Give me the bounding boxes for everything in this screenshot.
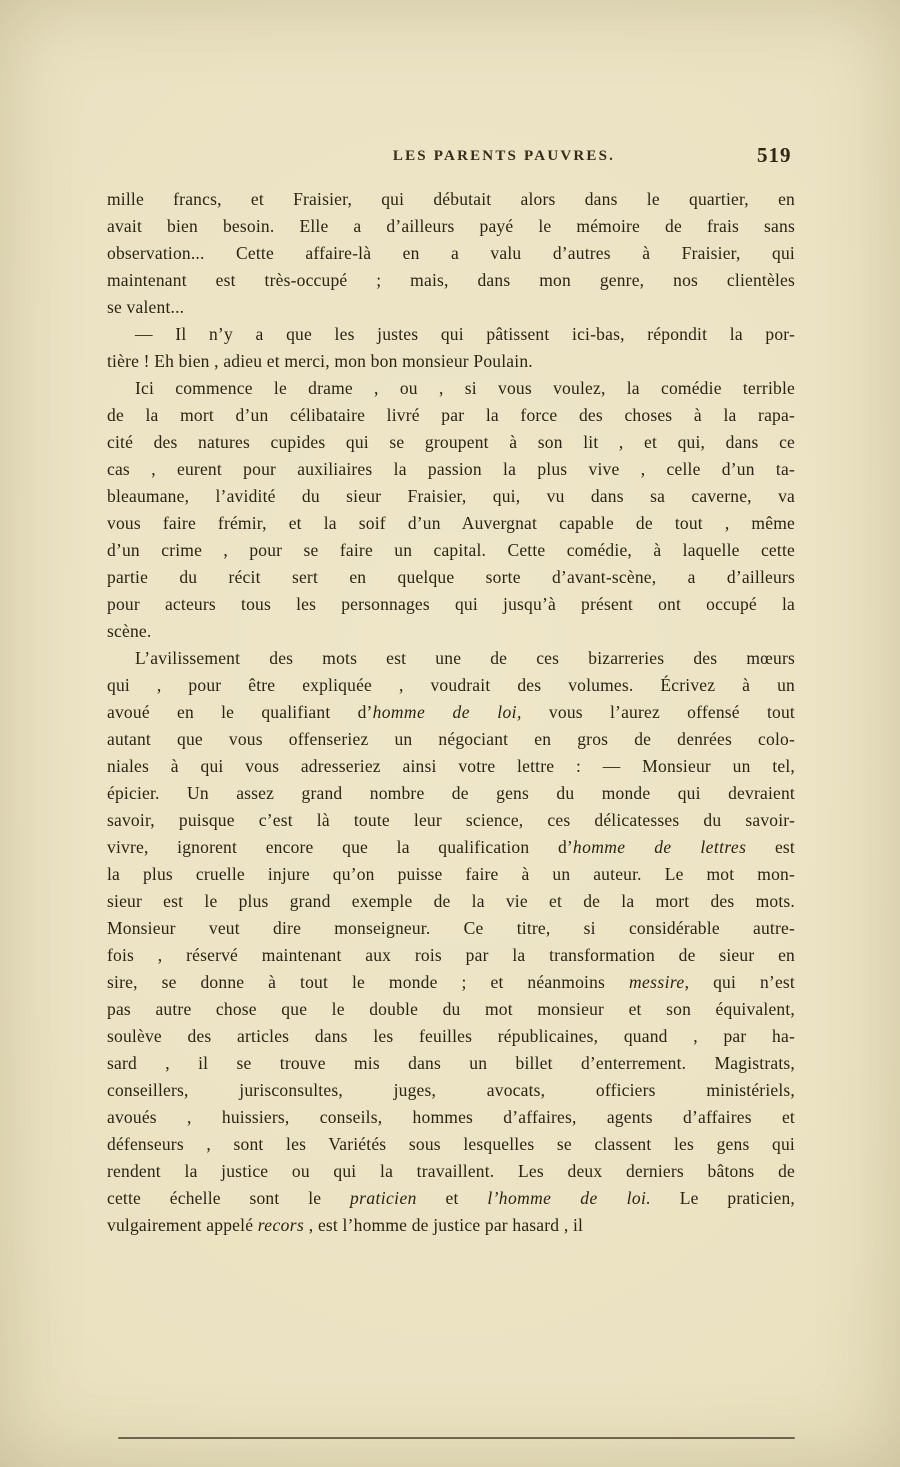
italic-term: homme de loi,: [372, 702, 522, 722]
text-line: niales à qui vous adresseriez ainsi votre lettre : — Monsieur un tel,: [107, 756, 795, 776]
text-line: la plus cruelle injure qu’on puisse faire à un auteur. Le mot mon-: [107, 864, 795, 884]
text-line: sieur est le plus grand exemple de la vie et de la mort des mots.: [107, 891, 795, 911]
text-line: Monsieur veut dire monseigneur. Ce titre, si considérable autre-: [107, 918, 795, 938]
scan-artifact-line: [118, 1437, 795, 1439]
text-line: cas , eurent pour auxiliaires la passion la plus vive , celle d’un ta-: [107, 459, 795, 479]
text-line: L’avilissement des mots est une de ces bizarreries des mœurs: [135, 648, 795, 668]
text-line: soulève des articles dans les feuilles républicaines, quand , par ha-: [107, 1026, 795, 1046]
paragraph: [107, 375, 795, 645]
paragraph: [107, 645, 795, 1239]
text-line: scène.: [107, 621, 152, 641]
text-line: cette échelle sont le praticien et l’homme de loi. Le praticien,: [107, 1188, 795, 1208]
text-line: maintenant est très-occupé ; mais, dans mon genre, nos clientèles: [107, 270, 795, 290]
text-line: bleaumane, l’avidité du sieur Fraisier, qui, vu dans sa caverne, va: [107, 486, 795, 506]
text-line: — Il n’y a que les justes qui pâtissent ici-bas, répondit la por-: [135, 324, 795, 344]
text-line: rendent la justice ou qui la travaillent. Les deux derniers bâtons de: [107, 1161, 795, 1181]
body-text: [107, 186, 795, 1239]
italic-term: l’homme de loi.: [487, 1188, 652, 1208]
paragraph: [107, 321, 795, 375]
text-line: pour acteurs tous les personnages qui jusqu’à présent ont occupé la: [107, 594, 795, 614]
text-line: autant que vous offenseriez un négociant en gros de denrées colo-: [107, 729, 795, 749]
paragraph: [107, 186, 795, 321]
text-line: défenseurs , sont les Variétés sous lesquelles se classent les gens qui: [107, 1134, 795, 1154]
italic-term: messire: [628, 972, 685, 992]
text-line: sire, se donne à tout le monde ; et néanmoins messire, qui n’est: [107, 972, 795, 992]
text-line: avoué en le qualifiant d’homme de loi, vous l’aurez offensé tout: [107, 702, 795, 722]
text-line: vivre, ignorent encore que la qualification d’homme de lettres est: [107, 837, 795, 857]
text-line: vulgairement appelé recors , est l’homme de justice par hasard , il: [107, 1215, 584, 1235]
running-title: LES PARENTS PAUVRES.: [392, 148, 616, 164]
italic-term: homme de lettres: [572, 837, 747, 857]
italic-term: recors: [257, 1215, 305, 1235]
text-line: observation... Cette affaire-là en a valu d’autres à Fraisier, qui: [107, 243, 795, 263]
text-line: cité des natures cupides qui se groupent à son lit , et qui, dans ce: [107, 432, 795, 452]
text-line: partie du récit sert en quelque sorte d’avant-scène, a d’ailleurs: [107, 567, 795, 587]
text-line: épicier. Un assez grand nombre de gens du monde qui devraient: [107, 783, 795, 803]
text-line: se valent...: [107, 297, 185, 317]
italic-term: praticien: [349, 1188, 417, 1208]
text-line: Ici commence le drame , ou , si vous voulez, la comédie terrible: [135, 378, 795, 398]
text-line: avait bien besoin. Elle a d’ailleurs payé le mémoire de frais sans: [107, 216, 795, 236]
text-line: d’un crime , pour se faire un capital. Cette comédie, à laquelle cette: [107, 540, 795, 560]
page-number: 519: [757, 143, 792, 167]
text-line: conseillers, jurisconsultes, juges, avocats, officiers ministériels,: [107, 1080, 795, 1100]
text-line: savoir, puisque c’est là toute leur science, ces délicatesses du savoir-: [107, 810, 795, 830]
text-line: vous faire frémir, et la soif d’un Auvergnat capable de tout , même: [107, 513, 795, 533]
text-line: tière ! Eh bien , adieu et merci, mon bon monsieur Poulain.: [107, 351, 533, 371]
text-line: sard , il se trouve mis dans un billet d’enterrement. Magistrats,: [107, 1053, 795, 1073]
text-line: de la mort d’un célibataire livré par la force des choses à la rapa-: [107, 405, 795, 425]
text-line: mille francs, et Fraisier, qui débutait alors dans le quartier, en: [107, 189, 795, 209]
text-line: pas autre chose que le double du mot monsieur et son équivalent,: [107, 999, 795, 1019]
text-line: qui , pour être expliquée , voudrait des volumes. Écrivez à un: [107, 675, 795, 695]
page-header: [107, 143, 795, 172]
text-line: avoués , huissiers, conseils, hommes d’affaires, agents d’affaires et: [107, 1107, 795, 1127]
text-line: fois , réservé maintenant aux rois par la transformation de sieur en: [107, 945, 795, 965]
